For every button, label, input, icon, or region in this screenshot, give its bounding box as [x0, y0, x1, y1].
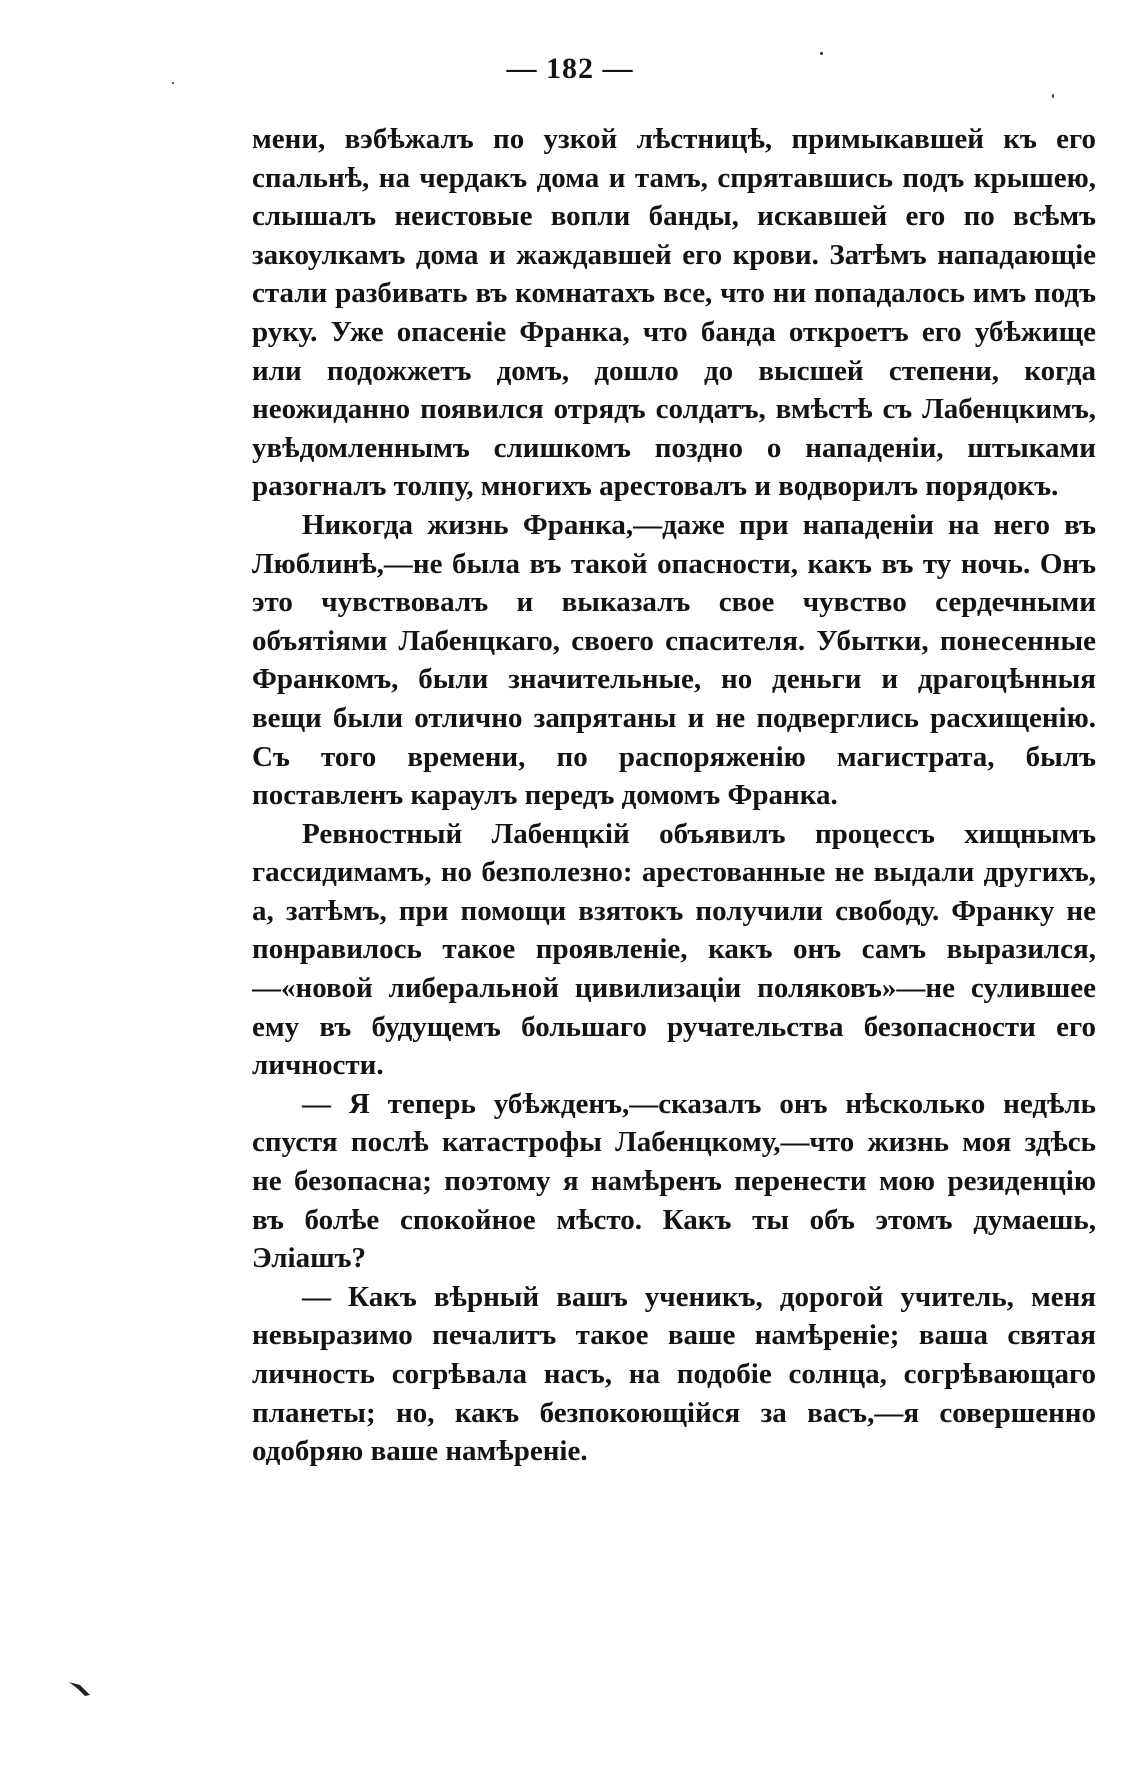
page-number: — 182 —: [506, 52, 634, 85]
paper-speck: [1052, 94, 1054, 98]
paragraph-frank-danger: Никогда жизнь Франка,—даже при нападеніи на него въ Люблинѣ,—не была въ такой опасности, какъ въ ту ночь. Онъ это чувствовалъ и выказалъ свое чувство сердечными объятіями Лабенцкаго, своего спасителя. Убытки, понесенные Франкомъ, были значительные, но деньги и драгоцѣнныя вещи были отлично запрятаны и не подверглись расхищенію. Съ того времени, по распоряженію магистрата, былъ поставленъ караулъ передъ домомъ Франка.: [252, 508, 1096, 812]
ink-mark-icon: [68, 1680, 94, 1700]
paper-speck: [172, 82, 174, 84]
body-text: [252, 120, 1096, 1471]
paragraph-continuation: мени, вэбѣжалъ по узкой лѣстницѣ, примыкавшей къ его спальнѣ, на чердакъ дома и тамъ, спрятавшись подъ крышею, слышалъ неистовые вопли банды, искавшей его по всѣмъ закоулкамъ дома и жаждавшей его крови. Затѣмъ нападающіе стали разбивать въ комнатахъ все, что ни попадалось имъ подъ руку. Уже опасеніе Франка, что банда откроетъ его убѣжище или подожжетъ домъ, дошло до высшей степени, когда неожиданно появился отрядъ солдатъ, вмѣстѣ съ Лабенцкимъ, увѣдомленнымъ слишкомъ поздно о нападеніи, штыками разогналъ толпу, многихъ арестовалъ и водворилъ порядокъ.: [252, 123, 1096, 503]
paper-speck: [820, 52, 823, 55]
paragraph-frank-speech: — Я теперь убѣжденъ,—сказалъ онъ нѣсколько недѣль спустя послѣ катастрофы Лабенцкому,—что жизнь моя здѣсь не безопасна; поэтому я намѣренъ перенести мою резиденцію въ болѣе спокойное мѣсто. Какъ ты объ этомъ думаешь, Эліашъ?: [252, 1087, 1096, 1275]
paragraph-labentsky-process: Ревностный Лабенцкій объявилъ процессъ хищнымъ гассидимамъ, но безполезно: арестованные не выдали другихъ, а, затѣмъ, при помощи взятокъ получили свободу. Франку не понравилось такое проявленіе, какъ онъ самъ выразился,—«новой либеральной цивилизаціи поляковъ»—не сулившее ему въ будущемъ большаго ручательства безопасности его личности.: [252, 817, 1096, 1082]
paragraph-eliash-reply: — Какъ вѣрный вашъ ученикъ, дорогой учитель, меня невыразимо печалитъ такое ваше намѣреніе; ваша святая личность согрѣвала насъ, на подобіе солнца, согрѣвающаго планеты; но, какъ безпокоющійся за васъ,—я совершенно одобряю ваше намѣреніе.: [252, 1280, 1096, 1468]
